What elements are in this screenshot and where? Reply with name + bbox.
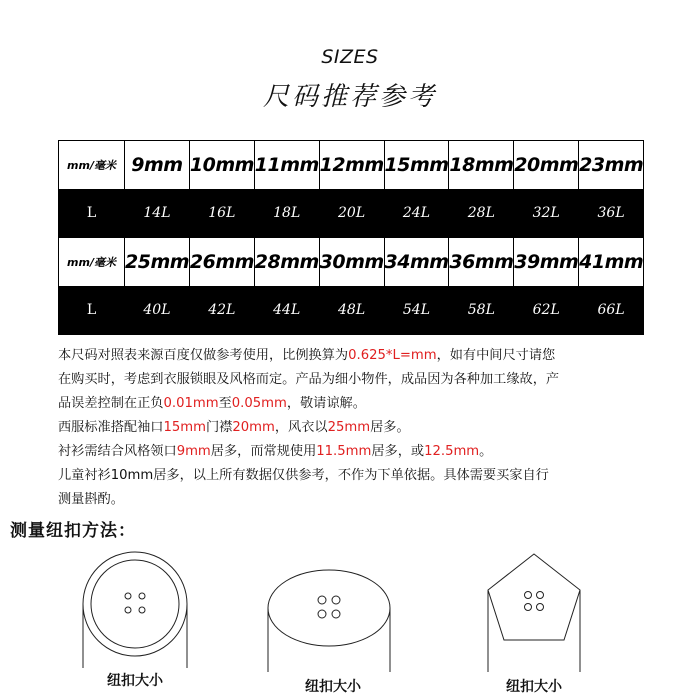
size-l-cell: 58L: [449, 286, 514, 335]
figure-label-round: 纽扣大小: [107, 673, 163, 689]
unit-cell: L: [59, 189, 125, 238]
note-line-2: 在购买时，考虑到衣服锁眼及风格而定。产品为细小物件，成品因为各种加工缘故，产: [58, 372, 560, 387]
unit-cell: mm/毫米: [59, 238, 125, 287]
size-mm-cell: 9mm: [125, 141, 190, 190]
size-l-cell: 14L: [125, 189, 190, 238]
cuff-size: 15mm: [163, 420, 206, 435]
note-line-3: 品误差控制在正负0.01mm至0.05mm，敬请谅解。: [58, 396, 366, 411]
note-line-5: 衬衫需结合风格领口9mm居多，而常规使用11.5mm居多，或12.5mm。: [58, 444, 493, 459]
size-mm-cell: 12mm: [319, 141, 384, 190]
size-mm-cell: 23mm: [579, 141, 644, 190]
page-title-cn: 尺码推荐参考: [262, 82, 437, 112]
size-mm-cell: 20mm: [514, 141, 579, 190]
note-line-7: 测量斟酌。: [58, 492, 124, 507]
alt-size: 12.5mm: [424, 444, 480, 459]
size-l-cell: 16L: [189, 189, 254, 238]
size-mm-cell: 34mm: [384, 238, 449, 287]
size-mm-cell: 26mm: [189, 238, 254, 287]
size-mm-cell: 41mm: [579, 238, 644, 287]
size-mm-cell: 18mm: [449, 141, 514, 190]
size-mm-cell: 11mm: [254, 141, 319, 190]
trench-size: 25mm: [327, 420, 371, 435]
collar-size: 9mm: [176, 444, 211, 459]
figure-label-oval: 纽扣大小: [305, 679, 361, 695]
round-button-icon: [76, 546, 194, 670]
unit-cell: mm/毫米: [59, 141, 125, 190]
oval-button-icon: [264, 560, 394, 678]
size-row-mm: [59, 238, 644, 287]
measure-title: 测量纽扣方法：: [10, 521, 136, 541]
placket-size: 20mm: [232, 420, 275, 435]
size-l-cell: 66L: [579, 286, 644, 335]
size-l-cell: 28L: [449, 189, 514, 238]
size-l-cell: 32L: [514, 189, 579, 238]
size-mm-cell: 39mm: [514, 238, 579, 287]
size-l-cell: 48L: [319, 286, 384, 335]
size-l-cell: 18L: [254, 189, 319, 238]
note-line-6: 儿童衬衫10mm居多，以上所有数据仅供参考，不作为下单依据。具体需要买家自行: [58, 468, 549, 483]
size-mm-cell: 36mm: [449, 238, 514, 287]
figure-label-pentagon: 纽扣大小: [506, 679, 562, 695]
size-mm-cell: 30mm: [319, 238, 384, 287]
size-mm-cell: 15mm: [384, 141, 449, 190]
size-row-mm: [59, 141, 644, 190]
size-table: [58, 140, 644, 335]
regular-size: 11.5mm: [316, 444, 372, 459]
size-mm-cell: 28mm: [254, 238, 319, 287]
note-line-4: 西服标准搭配袖口15mm门襟20mm，风衣以25mm居多。: [58, 420, 410, 435]
tolerance-max: 0.05mm: [231, 396, 287, 411]
ratio-highlight: 0.625*L=mm: [348, 348, 437, 363]
note-line-1: 本尺码对照表来源百度仅做参考使用，比例换算为0.625*L=mm，如有中间尺寸请您: [58, 348, 556, 363]
size-l-cell: 36L: [579, 189, 644, 238]
size-row-l: [59, 286, 644, 335]
size-l-cell: 54L: [384, 286, 449, 335]
size-row-l: [59, 189, 644, 238]
size-l-cell: 20L: [319, 189, 384, 238]
size-notes: [58, 344, 658, 512]
pentagon-button-icon: [484, 550, 584, 674]
unit-cell: L: [59, 286, 125, 335]
size-mm-cell: 25mm: [125, 238, 190, 287]
size-mm-cell: 10mm: [189, 141, 254, 190]
size-l-cell: 62L: [514, 286, 579, 335]
size-l-cell: 42L: [189, 286, 254, 335]
size-l-cell: 24L: [384, 189, 449, 238]
size-l-cell: 40L: [125, 286, 190, 335]
tolerance-min: 0.01mm: [163, 396, 219, 411]
page-title-en: SIZES: [321, 46, 379, 68]
size-l-cell: 44L: [254, 286, 319, 335]
